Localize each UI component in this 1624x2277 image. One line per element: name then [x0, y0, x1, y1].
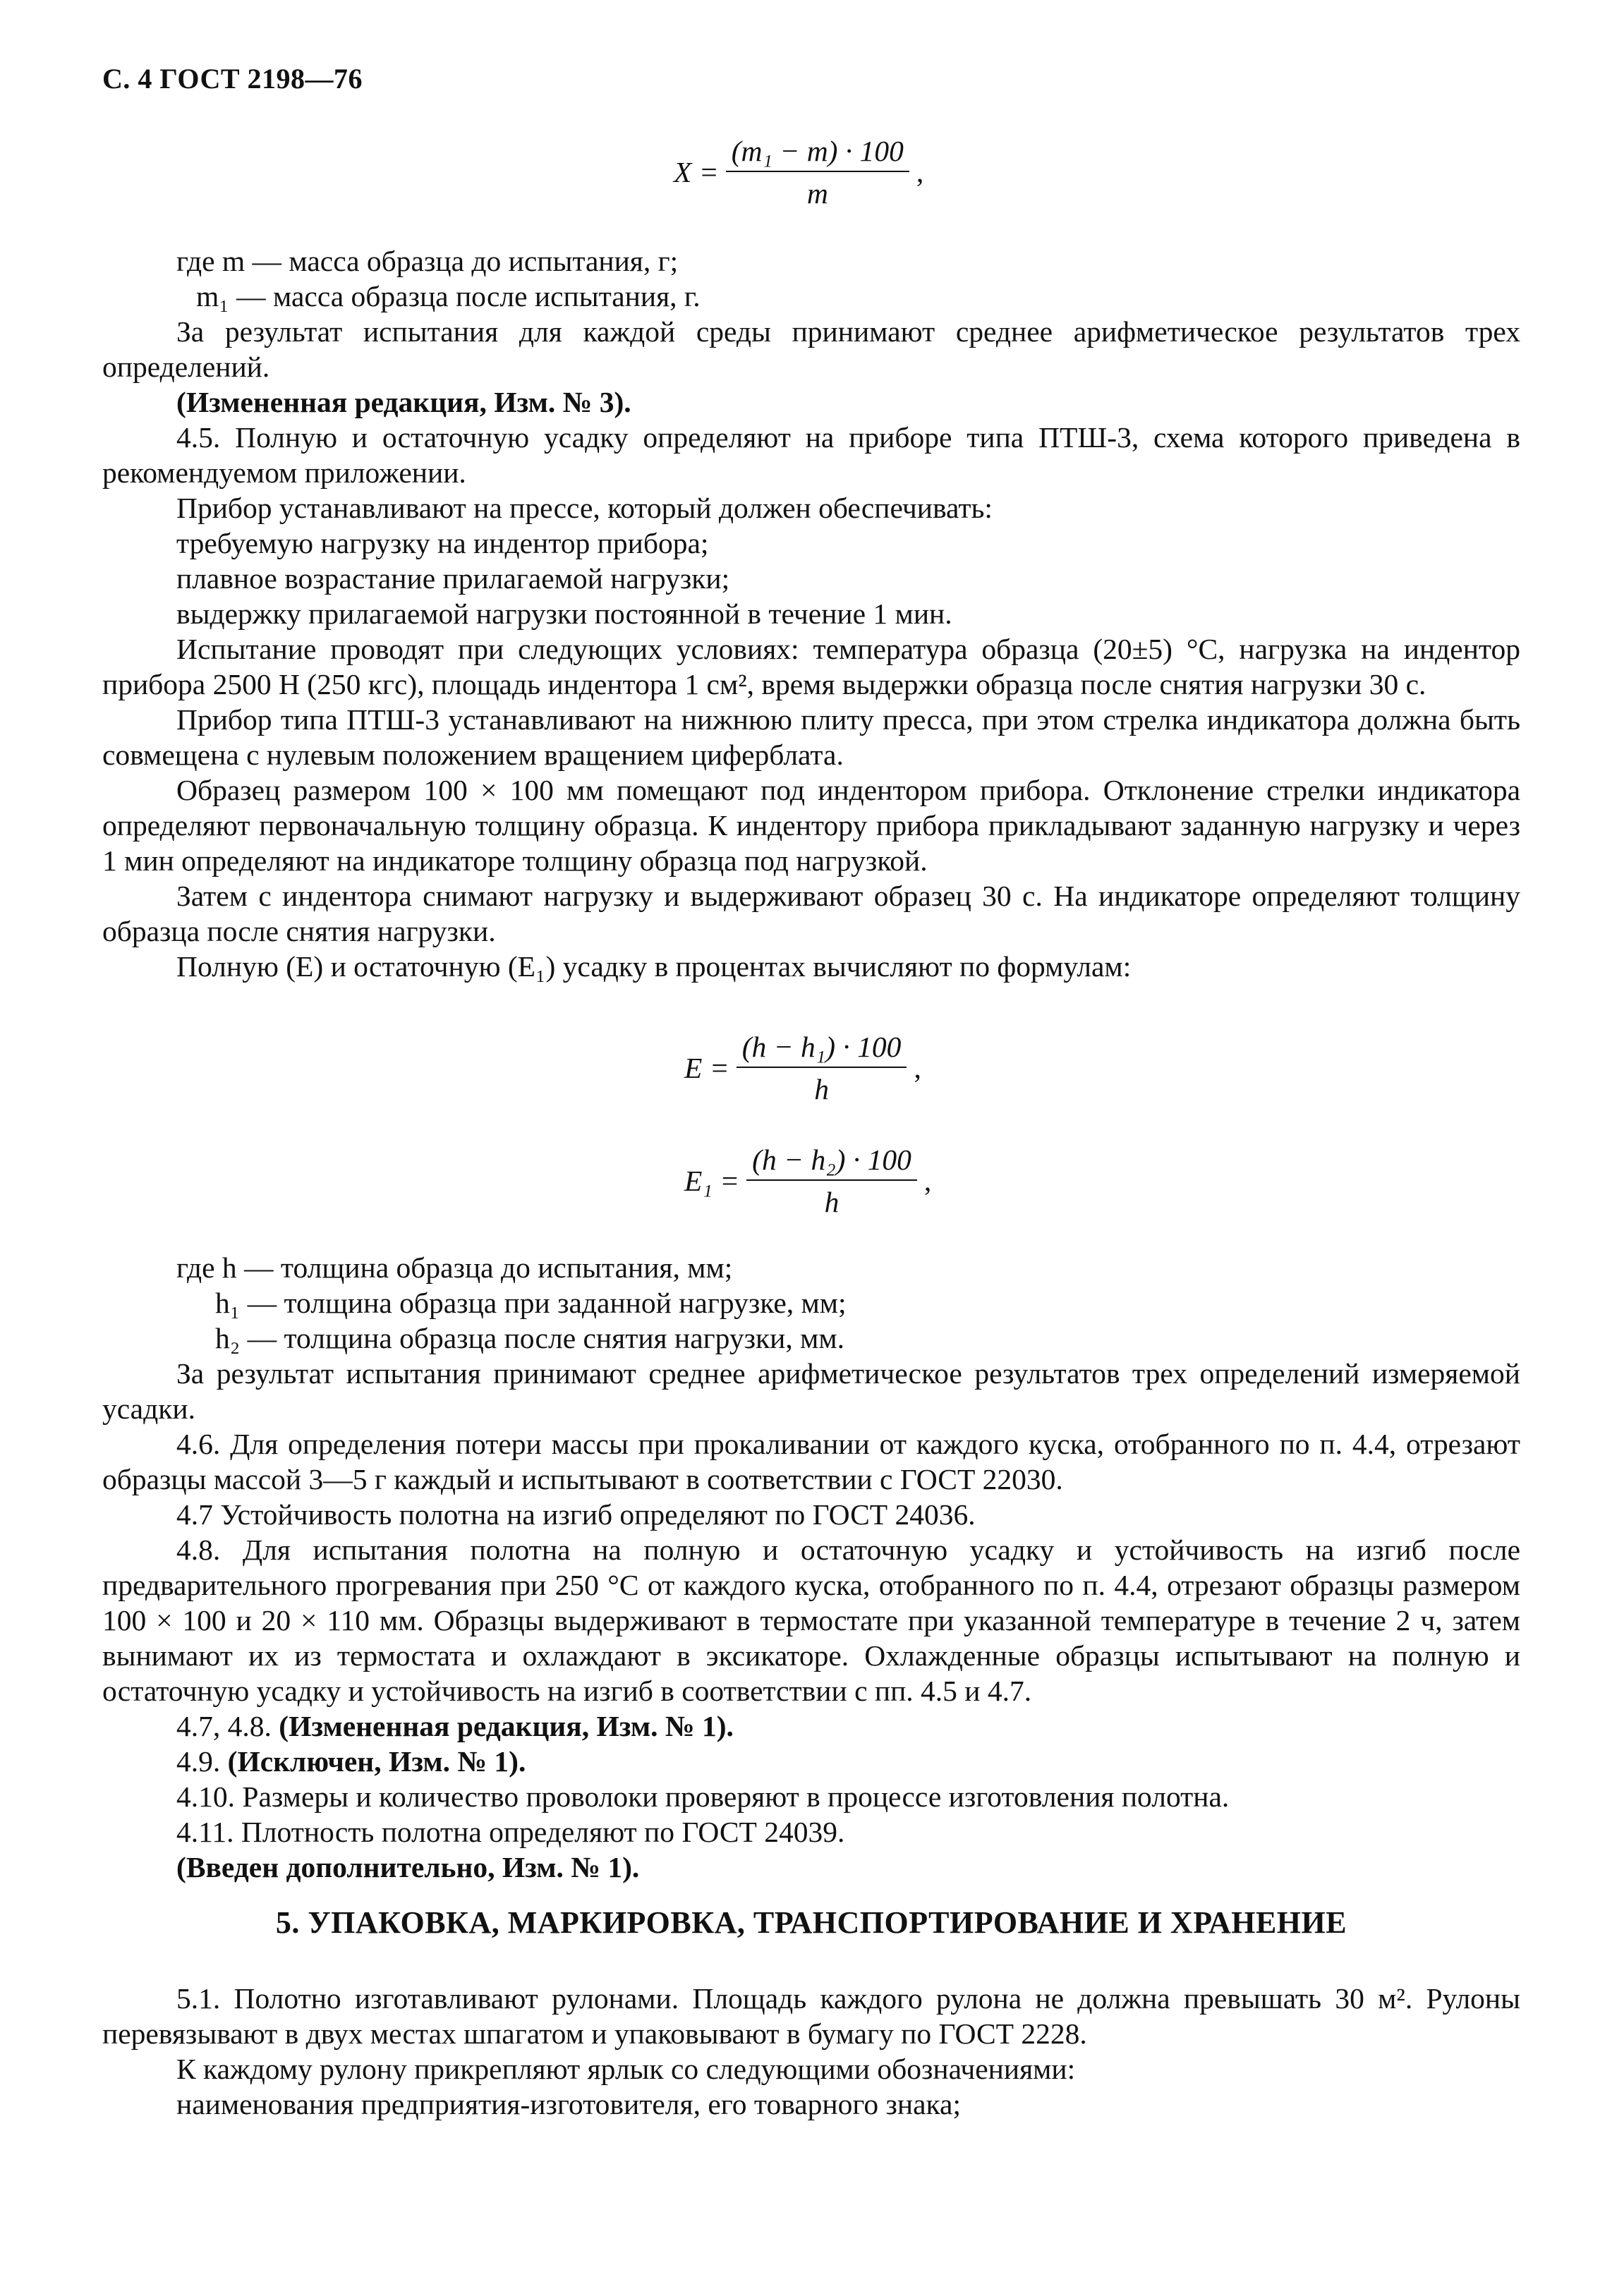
paragraph-4-9 — [102, 1744, 1520, 1779]
press-item-2: плавное возрастание прилагаемой нагрузки; — [176, 562, 730, 595]
paragraph-4-9-number: 4.9. — [176, 1745, 221, 1778]
amendment-4-7-4-8-text: (Измененная редакция, Изм. № 1). — [279, 1710, 734, 1742]
formulas-intro: Полную (E) и остаточную (E₁) усадку в процентах вычисляют по формулам: — [176, 950, 1132, 983]
formula-x-denominator: m — [806, 177, 828, 210]
paragraph-5-1: 5.1. Полотно изготавливают рулонами. Площадь каждого рулона не должна превышать 30 м². Рулоны перевязывают в двух местах шпагатом и упаковывают в бумагу по ГОСТ 2228. — [102, 1982, 1520, 2050]
formula-x-lhs: X = — [674, 156, 719, 188]
formula-e1-lhs: E₁ = — [684, 1165, 740, 1197]
where-m-line: где m — масса образца до испытания, г; — [176, 245, 679, 277]
paragraph-4-5: 4.5. Полную и остаточную усадку определяют на приборе типа ПТШ-3, схема которого приведена в рекомендуемом приложении. — [102, 421, 1520, 489]
formula-e1-numerator: (h − h₂) · 100 — [746, 1143, 917, 1181]
where-h-line: где h — толщина образца до испытания, мм; — [176, 1251, 733, 1284]
paragraph-4-11: 4.11. Плотность полотна определяют по ГОСТ 24039. — [176, 1816, 845, 1848]
formula-e-numerator: (h − h₁) · 100 — [737, 1030, 907, 1068]
label-intro: К каждому рулону прикрепляют ярлык со следующими обозначениями: — [176, 2053, 1076, 2085]
where-h2-line: h₂ — толщина образца после снятия нагрузки, мм. — [215, 1322, 845, 1354]
where-h1-line: h₁ — толщина образца при заданной нагрузке, мм; — [215, 1287, 847, 1319]
where-h-block — [102, 1250, 1520, 1885]
amendment-4-7-4-8 — [102, 1708, 1520, 1744]
formula-x-numerator: (m₁ − m) · 100 — [726, 134, 909, 172]
section-5-title: 5. УПАКОВКА, МАРКИРОВКА, ТРАНСПОРТИРОВАНИЕ И ХРАНЕНИЕ — [275, 1905, 1347, 1940]
paragraph-4-6: 4.6. Для определения потери массы при прокаливании от каждого куска, отобранного по п. 4.4, отрезают образцы массой 3—5 г каждый и испытывают в соответствии с ГОСТ 22030. — [102, 1428, 1520, 1495]
where-m1-line: m₁ — масса образца после испытания, г. — [196, 280, 701, 312]
paragraph-result-1: За результат испытания для каждой среды принимают среднее арифметическое результатов трех определений. — [102, 315, 1520, 383]
section-5-body — [102, 1981, 1520, 2122]
formula-e1-punct: , — [923, 1165, 932, 1197]
paragraph-4-10: 4.10. Размеры и количество проволоки проверяют в процессе изготовления полотна. — [176, 1780, 1230, 1813]
introduced-note: (Введен дополнительно, Изм. № 1). — [176, 1851, 640, 1883]
unload-paragraph: Затем с индентора снимают нагрузку и выдерживают образец 30 с. На индикаторе определяют толщину образца после снятия нагрузки. — [102, 880, 1520, 947]
press-item-3: выдержку прилагаемой нагрузки постоянной в течение 1 мин. — [176, 597, 952, 630]
amendment-3: (Измененная редакция, Изм. № 3). — [176, 386, 631, 418]
paragraph-4-9-text: (Исключен, Изм. № 1). — [227, 1745, 526, 1778]
formula-x — [674, 134, 923, 210]
paragraph-result-2: За результат испытания принимают среднее арифметическое результатов трех определений измеряемой усадки. — [102, 1357, 1520, 1425]
formula-e1-denominator: h — [824, 1186, 840, 1218]
test-conditions: Испытание проводят при следующих условиях: температура образца (20±5) °С, нагрузка на индентор прибора 2500 Н (250 кгс), площадь индентора 1 см², время выдержки образца после снятия нагрузки 30 с. — [102, 633, 1520, 700]
formula-e-lhs: E = — [684, 1052, 729, 1084]
press-item-1: требуемую нагрузку на индентор прибора; — [176, 527, 709, 559]
label-item-1: наименования предприятия-изготовителя, его товарного знака; — [176, 2088, 961, 2120]
paragraph-4-7: 4.7 Устойчивость полотна на изгиб определяют по ГОСТ 24036. — [176, 1498, 976, 1531]
formula-e-denominator: h — [814, 1073, 829, 1105]
formula-e-punct: , — [914, 1052, 921, 1084]
amendment-4-7-4-8-number: 4.7, 4.8. — [176, 1710, 272, 1742]
device-install: Прибор типа ПТШ-3 устанавливают на нижнюю плиту пресса, при этом стрелка индикатора должна быть совмещена с нулевым положением вращением циферблата. — [102, 703, 1520, 771]
press-intro: Прибор устанавливают на прессе, который должен обеспечивать: — [176, 492, 993, 524]
where-m-block — [102, 243, 1520, 984]
formula-x-punct: , — [916, 156, 924, 188]
formula-e1 — [684, 1143, 931, 1219]
page-header: С. 4 ГОСТ 2198—76 — [102, 63, 363, 95]
paragraph-4-8: 4.8. Для испытания полотна на полную и остаточную усадку и устойчивость на изгиб после предварительного прогревания при 250 °С от каждого куска, отобранного по п. 4.4, отрезают образцы размером 100 × 100 и 20 × 110 мм. Образцы выдерживают в термостате при указанной температуре в течение 2 ч, затем вынимают их из термостата и охлаждают в эксикаторе. Охлажденные образцы испытывают на полную и остаточную усадку и устойчивость на изгиб в соответствии с пп. 4.5 и 4.7. — [102, 1534, 1520, 1707]
formula-e — [684, 1030, 921, 1106]
sample-placement: Образец размером 100 × 100 мм помещают под индентором прибора. Отклонение стрелки индикатора определяют первоначальную толщину образца. К индентору прибора прикладывают заданную нагрузку и через 1 мин определяют на индикаторе толщину образца под нагрузкой. — [102, 774, 1520, 877]
